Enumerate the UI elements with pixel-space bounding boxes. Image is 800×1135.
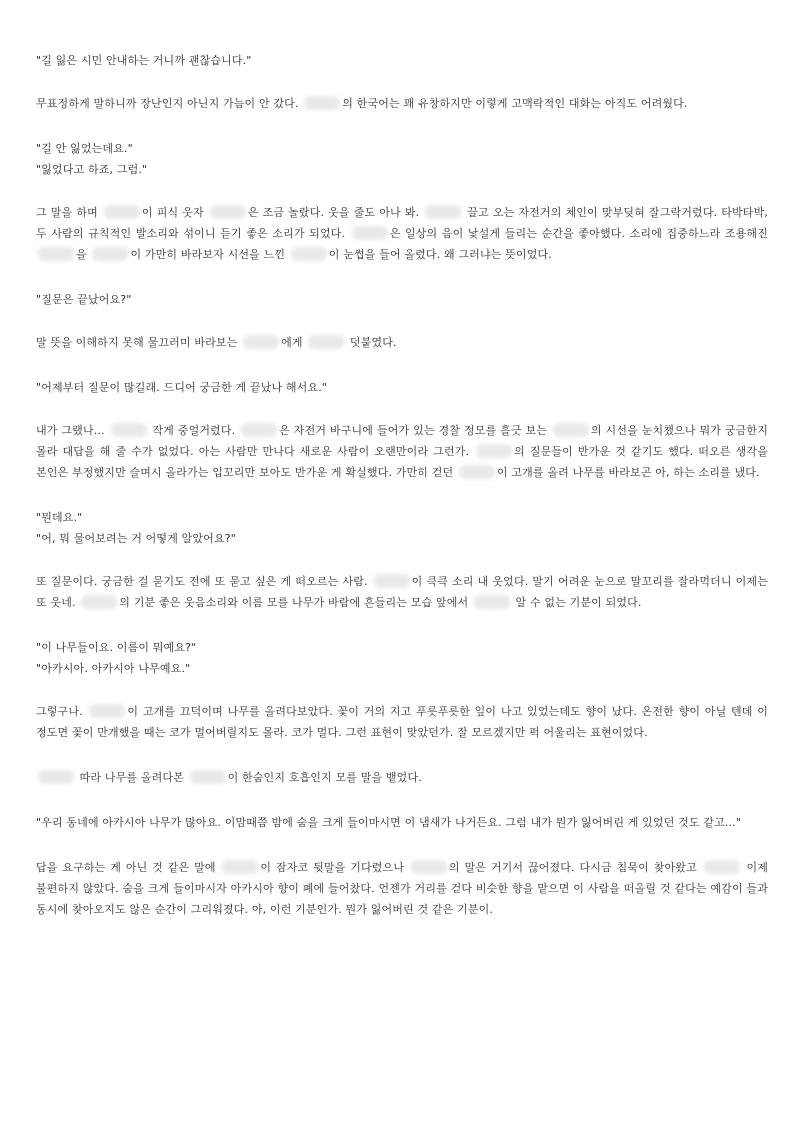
redacted-name (374, 574, 410, 588)
redacted-name (241, 423, 277, 437)
text-segment: 의 기분 좋은 웃음소리와 이름 모를 나무가 바람에 흔들리는 모습 앞에서 (119, 596, 472, 609)
narration-paragraph (36, 767, 768, 788)
dialogue-paragraph (36, 377, 768, 398)
text-segment: 말 뜻을 이해하지 못해 물끄러미 바라보는 (36, 336, 242, 349)
redacted-name (474, 595, 510, 609)
dialogue-line: "길 잃은 시민 안내하는 거니까 괜찮습니다." (36, 54, 252, 67)
narration-paragraph (36, 571, 768, 613)
redacted-name (243, 335, 279, 349)
text-segment: 이 잠자코 뒷말을 기다렸으나 (260, 861, 409, 874)
redacted-name (92, 247, 128, 261)
text-segment: 이 피식 웃자 (141, 206, 208, 219)
redacted-name (459, 465, 495, 479)
text-segment: 덧붙였다. (346, 336, 397, 349)
text-segment: 이 큭큭 소리 내 웃었다. 말기 어려운 눈으로 말꼬리를 잘라먹더니 이제는 또 웃네. (36, 575, 768, 609)
narration-paragraph (36, 332, 768, 353)
text-segment: 이 고개를 올려 나무를 바라보곤 아, 하는 소리를 냈다. (496, 466, 760, 479)
text-segment: 끌고 오는 자전거의 체인이 맞부딪혀 잘그락거렸다. 타박타박, 두 사람의 규칙적인 발소리와 섞이니 듣기 좋은 소리가 되었다. (36, 206, 768, 240)
text-segment: 은 조금 놀랐다. 웃을 줄도 아나 봐. (247, 206, 424, 219)
text-segment: 이 한숨인지 호흡인지 모를 말을 뱉었다. (227, 771, 422, 784)
dialogue-line: "잃었다고 하죠, 그럼." (36, 163, 148, 176)
dialogue-paragraph (36, 50, 768, 71)
redacted-name (291, 247, 327, 261)
text-segment: 에게 (281, 336, 307, 349)
redacted-name (308, 335, 344, 349)
text-segment: 작게 중얼거렸다. (148, 424, 240, 437)
narration-paragraph (36, 812, 768, 833)
text-segment: 이 눈썹을 들어 올렸다. 왜 그러냐는 뜻이었다. (328, 248, 552, 261)
text-segment: 의 질문들이 반가운 것 같기도 했다. 떠오른 생각을 본인은 부정했지만 슬며시 올라가는 입꼬리만 보아도 반가운 게 확실했다. 가만히 걷던 (36, 445, 768, 479)
narration-paragraph (36, 701, 768, 743)
dialogue-paragraph (36, 138, 768, 180)
redacted-name (704, 860, 740, 874)
redacted-name (425, 205, 461, 219)
text-segment: 따라 나무를 올려다본 (76, 771, 188, 784)
text-segment: 알 수 없는 기분이 되었다. (511, 596, 642, 609)
redacted-name (104, 205, 140, 219)
text-segment: 무표정하게 말하니까 장난인지 아닌지 가늠이 안 갔다. (36, 97, 303, 110)
text-segment: 그 말을 하며 (36, 206, 102, 219)
redacted-name (81, 595, 117, 609)
text-segment: 그렇구나. (36, 705, 88, 718)
text-segment: 은 자전거 바구니에 들어가 있는 경찰 정모를 흘긋 보는 (279, 424, 551, 437)
narration-paragraph (36, 93, 768, 114)
dialogue-paragraph (36, 289, 768, 310)
dialogue-line: "길 안 잃었는데요." (36, 142, 133, 155)
text-segment: 은 일상의 음이 낯설게 들리는 순간을 좋아했다. 소리에 집중하느라 조용해진 (389, 227, 768, 240)
dialogue-paragraph (36, 637, 768, 679)
dialogue-line: "뭔데요." (36, 511, 83, 524)
redacted-name (476, 444, 512, 458)
redacted-name (38, 770, 74, 784)
redacted-name (210, 205, 246, 219)
narration-paragraph (36, 420, 768, 483)
dialogue-line: "어제부터 질문이 많길래. 드디어 궁금한 게 끝났나 해서요." (36, 381, 328, 394)
text-segment: 이 가만히 바라보자 시선을 느낀 (130, 248, 289, 261)
redacted-name (352, 226, 388, 240)
dialogue-line: "아카시아. 아카시아 나무예요." (36, 662, 191, 675)
narration-paragraph (36, 857, 768, 920)
text-segment: 을 (76, 248, 91, 261)
redacted-name (111, 423, 147, 437)
redacted-name (222, 860, 258, 874)
text-segment: 이 고개를 끄덕이며 나무를 올려다보았다. 꽃이 거의 지고 푸릇푸릇한 잎이 나고 있었는데도 향이 났다. 온전한 향이 아닐 텐데 이 정도면 꽃이 만개했을 때는 코가 멀어버릴지도 몰라. 코가 멀다. 그런 표현이 맞았던가. 잘 모르겠지만 퍽 어울리는 표현이었다. (36, 705, 768, 739)
text-segment: 이제 불편하지 않았다. 숨을 크게 들이마시자 아카시아 향이 폐에 들어찼다. 언젠가 거리를 걷다 비슷한 향을 맡으면 이 사람을 떠올릴 것 같다는 예감이 들과 동시에 찾아오지도 않은 순간이 그리워졌다. 아, 이런 기분인가. 뭔가 잃어버린 것 같은 기분이. (36, 861, 769, 916)
redacted-name (190, 770, 226, 784)
text-segment: 의 한국어는 꽤 유창하지만 이렇게 고맥락적인 대화는 아직도 어려웠다. (342, 97, 688, 110)
text-segment: 의 시선을 눈치챘으나 뭐가 궁금한지 몰라 대답을 해 줄 수가 없었다. 아는 사람만 만나다 새로운 사람이 오랜만이라 그런가. (36, 424, 768, 458)
text-segment: 내가 그랬나... (36, 424, 109, 437)
redacted-name (38, 247, 74, 261)
dialogue-paragraph (36, 507, 768, 549)
dialogue-line: "이 나무들이요. 이름이 뭐예요?" (36, 641, 197, 654)
dialogue-line: "어, 뭐 물어보려는 거 어떻게 알았어요?" (36, 532, 236, 545)
redacted-name (304, 96, 340, 110)
redacted-name (89, 704, 125, 718)
redacted-name (411, 860, 447, 874)
text-segment: 답을 요구하는 게 아닌 것 같은 말에 (36, 861, 221, 874)
redacted-name (553, 423, 589, 437)
text-segment: "우리 동네에 아카시아 나무가 많아요. 이맘때쯤 밤에 숨을 크게 들이마시면 이 냄새가 나거든요. 그럼 내가 뭔가 잃어버린 게 있었던 것도 같고..." (36, 816, 742, 829)
dialogue-line: "질문은 끝났어요?" (36, 293, 132, 306)
text-segment: 의 말은 거기서 끊어졌다. 다시금 침묵이 찾아왔고 (448, 861, 702, 874)
narration-paragraph (36, 202, 768, 265)
text-segment: 또 질문이다. 궁금한 걸 묻기도 전에 또 묻고 싶은 게 떠오르는 사람. (36, 575, 372, 588)
